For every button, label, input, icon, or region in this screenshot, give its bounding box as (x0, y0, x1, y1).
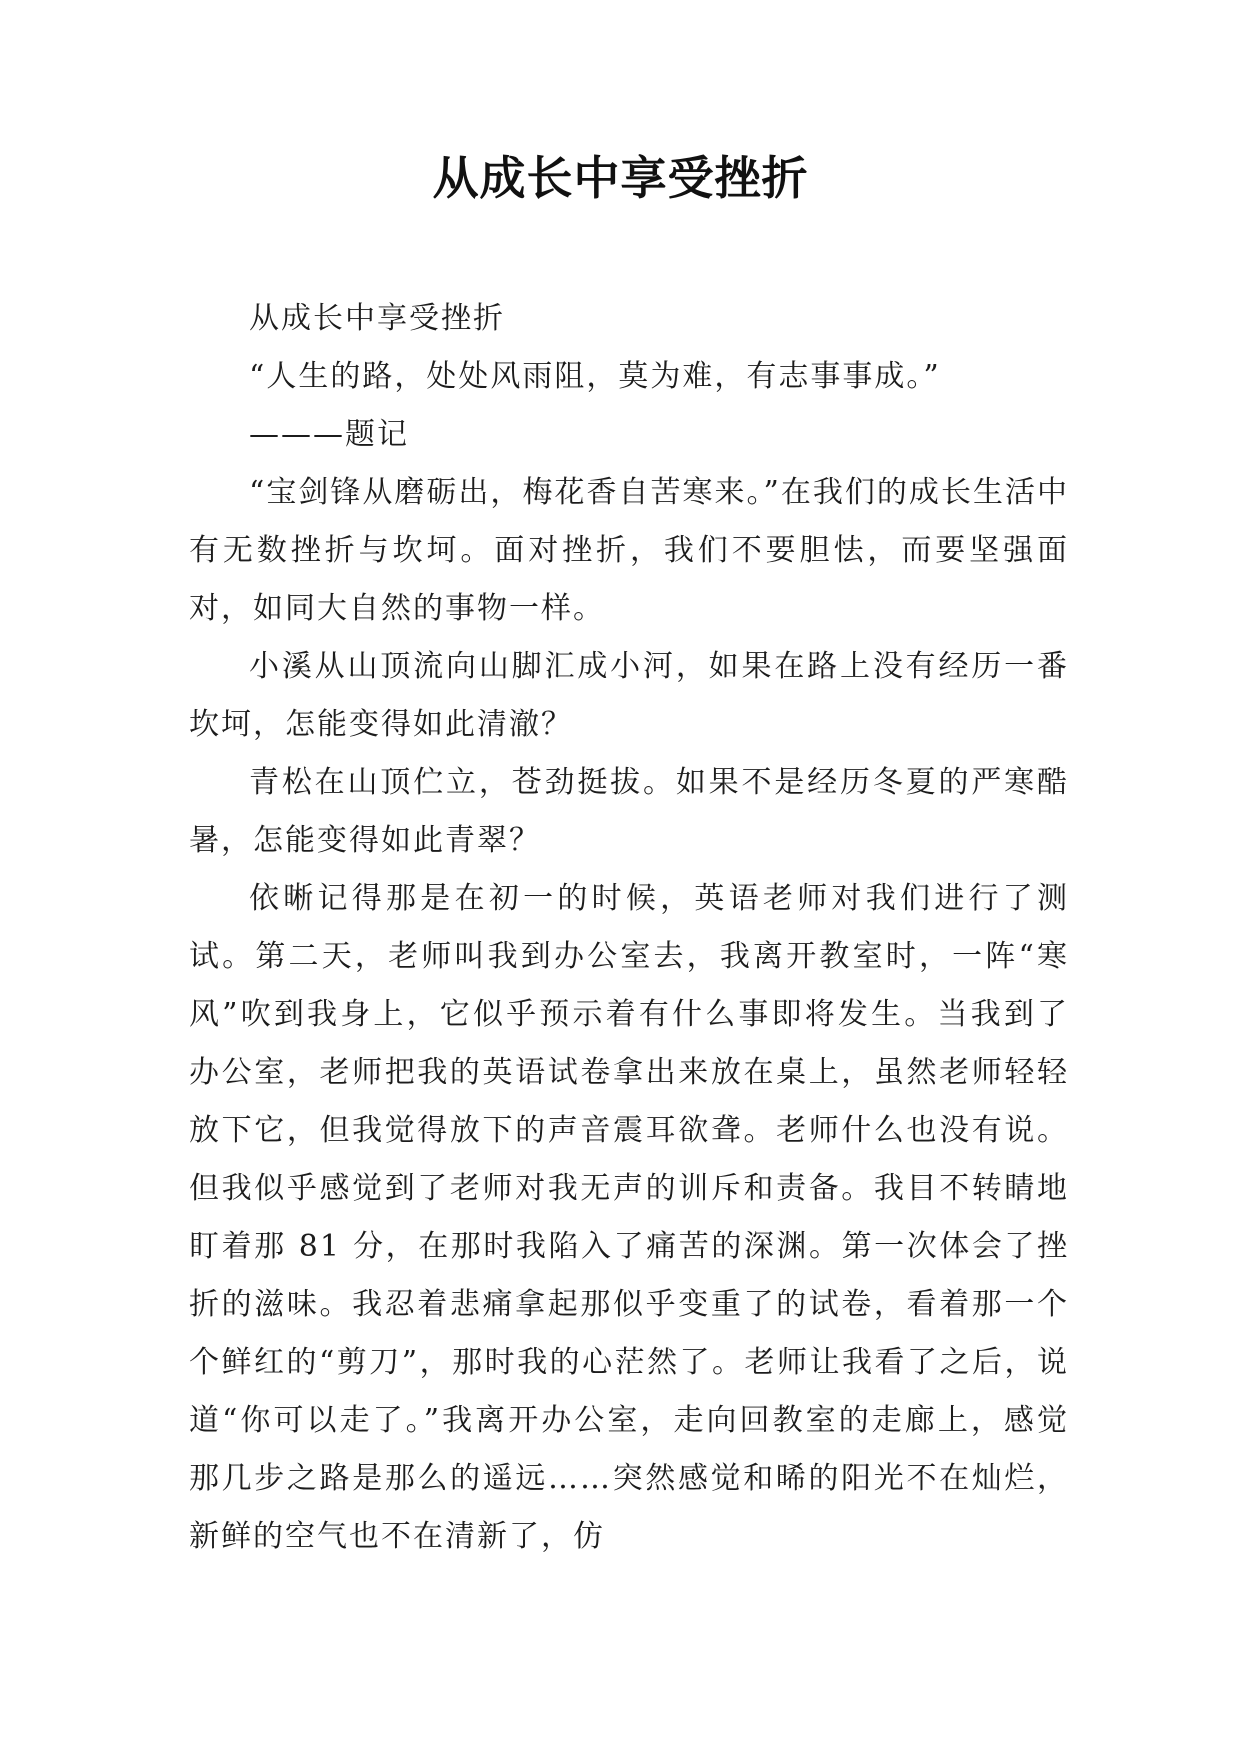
document-body (189, 290, 1069, 1566)
paragraph-epigraph-attribution: ———题记 (249, 417, 409, 452)
document-title: 从成长中享受挫折 (432, 151, 809, 205)
paragraph-stream: 小溪从山顶流向山脚汇成小河，如果在路上没有经历一番坎坷，怎能变得如此清澈？ (189, 649, 1069, 742)
paragraph-story: 依晰记得那是在初一的时候，英语老师对我们进行了测试。第二天，老师叫我到办公室去，我离开教室时，一阵“寒风”吹到我身上，它似乎预示着有什么事即将发生。当我到了办公室，老师把我的英语试卷拿出来放在桌上，虽然老师轻轻放下它，但我觉得放下的声音震耳欲聋。老师什么也没有说。但我似乎感觉到了老师对我无声的训斥和责备。我目不转睛地盯着那 81 分，在那时我陷入了痛苦的深渊。第一次体会了挫折的滋味。我忍着悲痛拿起那似乎变重了的试卷，看着那一个个鲜红的“剪刀”，那时我的心茫然了。老师让我看了之后，说道“你可以走了。”我离开办公室，走向回教室的走廊上，感觉那几步之路是那么的遥远……突然感觉和晞的阳光不在灿烂，新鲜的空气也不在清新了，仿 (189, 881, 1069, 1554)
paragraph-subtitle: 从成长中享受挫折 (249, 301, 505, 336)
paragraph-intro: “宝剑锋从磨砺出，梅花香自苦寒来。”在我们的成长生活中有无数挫折与坎坷。面对挫折，我们不要胆怯，而要坚强面对，如同大自然的事物一样。 (189, 475, 1069, 626)
paragraph-pine: 青松在山顶伫立，苍劲挺拔。如果不是经历冬夏的严寒酷暑，怎能变得如此青翠？ (189, 765, 1069, 858)
paragraph-epigraph-quote: “人生的路，处处风雨阻，莫为难，有志事事成。” (249, 359, 941, 394)
